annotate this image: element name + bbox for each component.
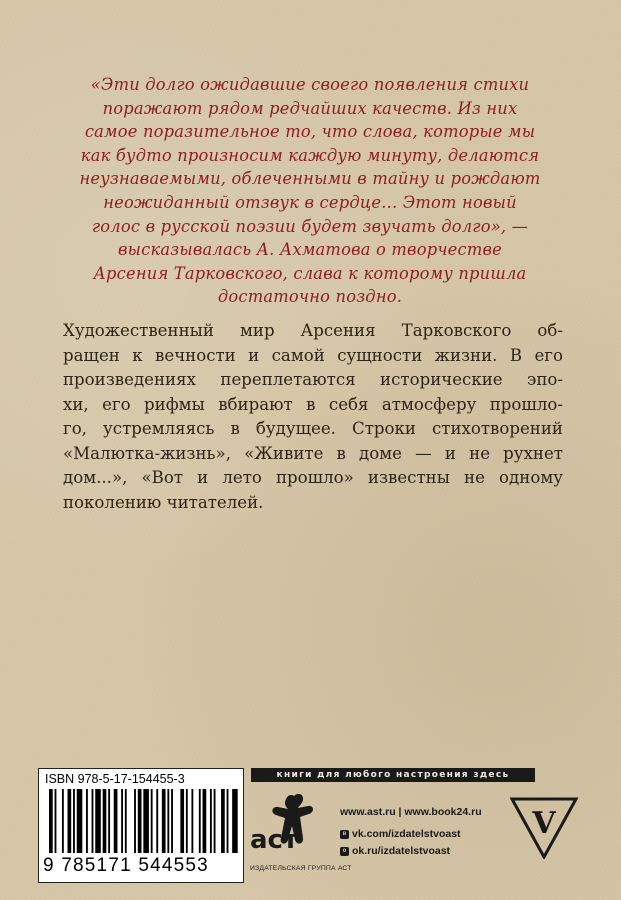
vk-icon: в xyxy=(340,830,349,839)
ok-url: ok.ru/izdatelstvoast xyxy=(352,845,451,857)
imprint-v-logo-icon xyxy=(510,797,578,859)
description-line: Художественный мир Арсения Тарковского об- xyxy=(63,321,563,340)
logo-text: аст xyxy=(250,825,299,855)
imprint-letter: V xyxy=(532,806,556,841)
quote-line: высказывалась А. Ахматова о творчестве xyxy=(118,240,502,260)
ok-icon: о xyxy=(340,847,349,856)
barcode-panel xyxy=(38,768,244,883)
slogan-banner: книги для любого настроения здесь xyxy=(251,768,535,782)
publisher-websites: www.ast.ru | www.book24.ru xyxy=(340,806,482,818)
description-line: ращен к вечности и самой сущности жизни. В его xyxy=(63,345,563,365)
quote-line: как будто произносим каждую минуту, делаются xyxy=(80,145,540,165)
description-line: го, устремляясь в будущее. Строки стихотворений xyxy=(63,419,563,438)
quote-line: Арсения Тарковского, слава к которому пришла xyxy=(93,263,527,283)
vk-url: vk.com/izdatelstvoast xyxy=(352,828,461,840)
ast-logo-icon xyxy=(248,790,332,860)
quote-line: достаточно поздно. xyxy=(217,287,403,307)
publisher-name: ИЗДАТЕЛЬСКАЯ ГРУППА АСТ xyxy=(250,865,352,872)
quote-line: поражают рядом редчайших качеств. Из них xyxy=(102,98,518,118)
quote-line: самое поразительное то, что слова, которые мы xyxy=(84,122,536,142)
quote-line: «Эти долго ожидавшие своего появления стихи xyxy=(90,75,530,94)
ok-link xyxy=(340,845,450,857)
description-line: дом...», «Вот и лето прошло» известны не одному xyxy=(63,468,563,487)
akhmatova-quote xyxy=(55,73,565,309)
description-line: произведениях переплетаются исторические эпо- xyxy=(63,370,563,389)
description-line: поколению читателей. xyxy=(63,492,264,512)
description-line: «Малютка-жизнь», «Живите в доме — и не рухнет xyxy=(63,443,563,463)
barcode-digits: 9 785171 544553 xyxy=(43,855,209,876)
quote-line: голос в русской поэзии будет звучать долго», — xyxy=(91,216,529,236)
quote-line: неожиданный отзвук в сердце... Этот новый xyxy=(103,192,517,212)
vk-link xyxy=(340,828,461,840)
barcode-bars xyxy=(45,789,239,855)
isbn-number: ISBN 978-5-17-154455-3 xyxy=(45,772,185,786)
book-description xyxy=(63,319,563,515)
quote-line: неузнаваемыми, облеченными в тайну и рождают xyxy=(79,169,541,189)
description-line: хи, его рифмы вбирают в себя атмосферу прошло- xyxy=(63,394,563,414)
